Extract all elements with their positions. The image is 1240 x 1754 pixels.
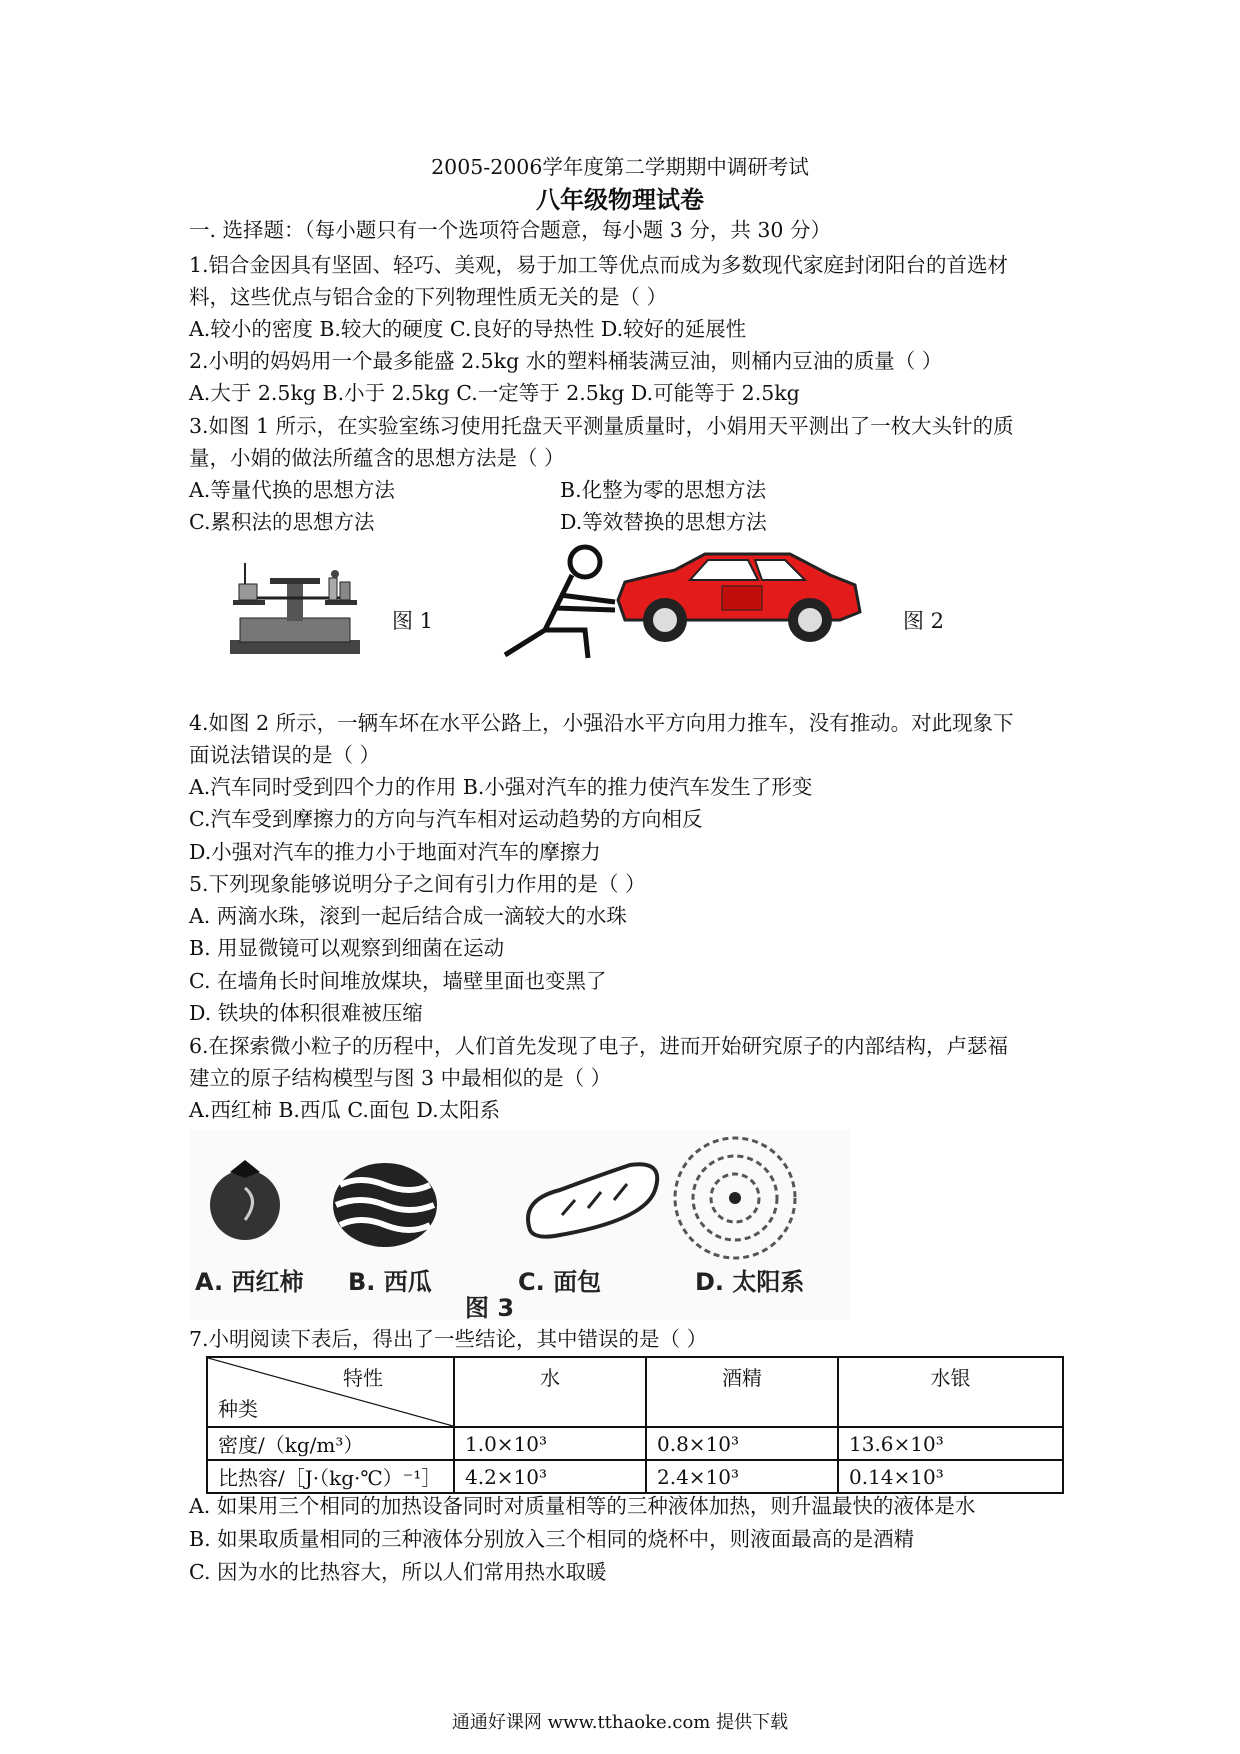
q4-line5: D.小强对汽车的推力小于地面对汽车的摩擦力 [189,840,601,864]
balance-scale-image [225,558,365,658]
table-cell: 2.4×10³ [646,1460,838,1493]
q4-line4: C.汽车受到摩擦力的方向与汽车相对运动趋势的方向相反 [189,807,703,831]
section-heading: 一. 选择题：（每小题只有一个选项符合题意，每小题 3 分，共 30 分） [189,218,831,242]
table-row [207,1460,1063,1493]
q5-option-c: C. 在墙角长时间堆放煤块，墙壁里面也变黑了 [189,969,607,993]
q4-line1: 4.如图 2 所示，一辆车坏在水平公路上，小强沿水平方向用力推车，没有推动。对此现象下 [189,711,1014,735]
q4-line2: 面说法错误的是（ ） [189,743,381,767]
table-cell: 13.6×10³ [838,1427,1063,1460]
q1-line1: 1.铝合金因具有坚固、轻巧、美观，易于加工等优点而成为多数现代家庭封闭阳台的首选材 [189,253,1009,277]
footer-credit: 通通好课网 www.tthaoke.com 提供下载 [451,1712,789,1733]
person-pushing-car-image [500,540,870,670]
table-cell: 4.2×10³ [454,1460,646,1493]
table-row [207,1427,1063,1460]
q7-option-b: B. 如果取质量相同的三种液体分别放入三个相同的烧杯中，则液面最高的是酒精 [189,1527,915,1551]
table-corner-bottom: 种类 [218,1397,258,1421]
figure-2-label: 图 2 [903,609,945,633]
q3-line2: 量，小娟的做法所蕴含的思想方法是（ ） [189,446,565,470]
q6-line2: 建立的原子结构模型与图 3 中最相似的是（ ） [189,1066,612,1090]
table-cell: 0.14×10³ [838,1460,1063,1493]
q5-option-b: B. 用显微镜可以观察到细菌在运动 [189,936,505,960]
q1-options: A.较小的密度 B.较大的硬度 C.良好的导热性 D.较好的延展性 [189,317,747,341]
q6-options: A.西红柿 B.西瓜 C.面包 D.太阳系 [189,1098,501,1122]
figure-1-label: 图 1 [392,609,434,633]
q3-option-d: D.等效替换的思想方法 [560,510,767,534]
table-header-mercury: 水银 [838,1357,1063,1427]
exam-subtitle: 八年级物理试卷 [536,185,704,214]
q7-option-a: A. 如果用三个相同的加热设备同时对质量相等的三种液体加热，则升温最快的液体是水 [189,1494,976,1518]
table-header-alcohol: 酒精 [646,1357,838,1427]
table-corner-top: 特性 [343,1366,383,1390]
q2-options: A.大于 2.5kg B.小于 2.5kg C.一定等于 2.5kg D.可能等于 2.5kg [189,381,800,405]
figure-3-caption-a: A. 西红柿 [195,1268,304,1296]
figure-3-caption-c: C. 面包 [518,1268,602,1296]
q5-line1: 5.下列现象能够说明分子之间有引力作用的是（ ） [189,872,646,896]
q7-option-c: C. 因为水的比热容大，所以人们常用热水取暖 [189,1560,607,1584]
q4-line3: A.汽车同时受到四个力的作用 B.小强对汽车的推力使汽车发生了形变 [189,775,813,799]
q3-option-c: C.累积法的思想方法 [189,510,375,534]
watermelon-icon [333,1163,437,1247]
q3-line1: 3.如图 1 所示，在实验室练习使用托盘天平测量质量时，小娟用天平测出了一枚大头针的质 [189,414,1014,438]
q3-option-a: A.等量代换的思想方法 [189,478,395,502]
q6-line1: 6.在探索微小粒子的历程中，人们首先发现了电子，进而开始研究原子的内部结构，卢瑟福 [189,1034,1009,1058]
table-cell: 1.0×10³ [454,1427,646,1460]
q5-option-a: A. 两滴水珠，滚到一起后结合成一滴较大的水珠 [189,904,627,928]
figure-3-caption-d: D. 太阳系 [695,1268,805,1296]
figure-3-label: 图 3 [465,1294,515,1320]
exam-title: 2005-2006学年度第二学期期中调研考试 [431,155,809,179]
figure-3-image [190,1130,850,1320]
q3-option-b: B.化整为零的思想方法 [560,478,767,502]
table-corner-cell [207,1357,454,1427]
table-header-row [207,1357,1063,1427]
table-row-label: 比热容/［J·（kg·℃）⁻¹］ [207,1460,454,1493]
q5-option-d: D. 铁块的体积很难被压缩 [189,1001,423,1025]
table-cell: 0.8×10³ [646,1427,838,1460]
q2-line1: 2.小明的妈妈用一个最多能盛 2.5kg 水的塑料桶装满豆油，则桶内豆油的质量（ ） [189,349,943,373]
table-header-water: 水 [454,1357,646,1427]
figure-3-caption-b: B. 西瓜 [348,1268,432,1296]
q1-line2: 料，这些优点与铝合金的下列物理性质无关的是（ ） [189,285,668,309]
table-row-label: 密度/（kg/m³） [207,1427,454,1460]
properties-table [206,1356,1064,1494]
q7-line1: 7.小明阅读下表后，得出了一些结论，其中错误的是（ ） [189,1327,708,1351]
